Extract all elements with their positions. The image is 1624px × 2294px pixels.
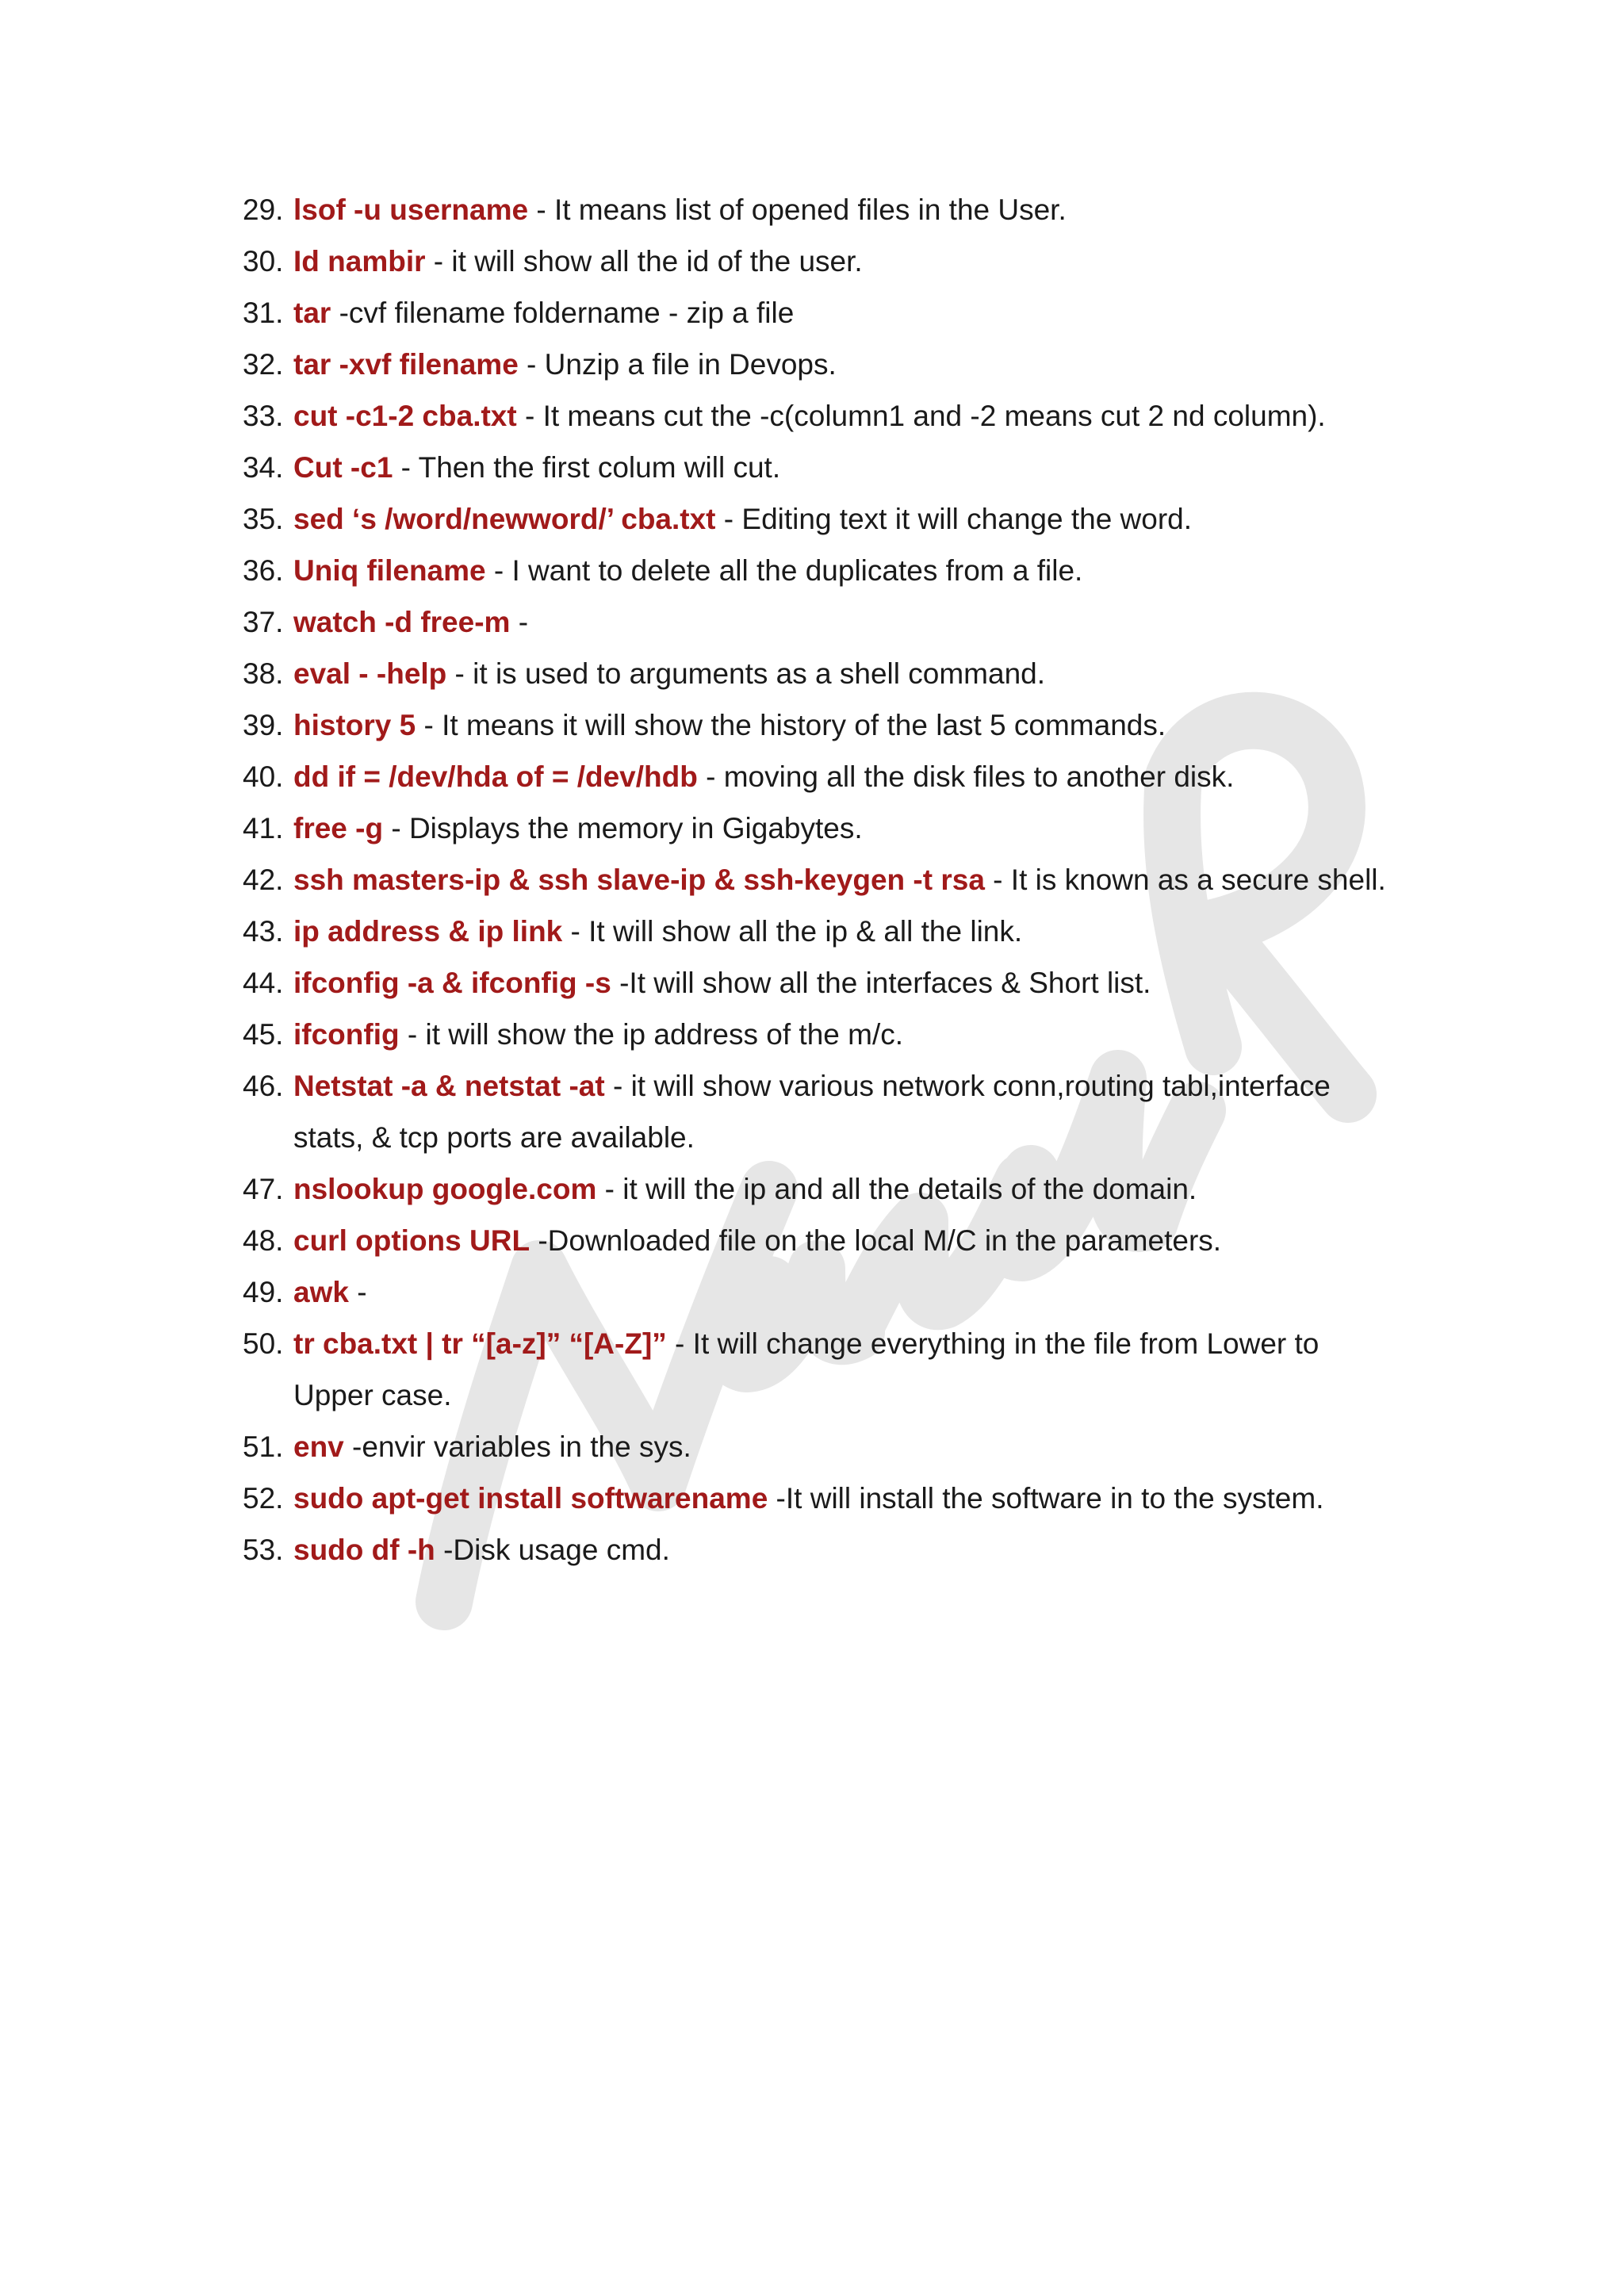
list-item	[0, 442, 1624, 493]
command-description: - It means it will show the history of the last 5 commands.	[416, 709, 1166, 741]
command-description: - Editing text it will change the word.	[715, 503, 1193, 535]
list-item	[0, 1266, 1624, 1318]
command-text: env	[293, 1430, 344, 1463]
item-number: 33.	[243, 400, 284, 432]
command-description: - Then the first colum will cut.	[393, 451, 781, 484]
command-text: eval - -help	[293, 657, 447, 690]
item-number: 34.	[243, 451, 284, 484]
command-description: - It is known as a secure shell.	[984, 864, 1386, 896]
command-text: Cut -c1	[293, 451, 393, 484]
list-item	[0, 1215, 1624, 1266]
command-text: ssh masters-ip & ssh slave-ip & ssh-keygen -t rsa	[293, 864, 985, 896]
item-number: 39.	[243, 709, 284, 741]
item-number: 41.	[243, 812, 284, 844]
command-text: sudo df -h	[293, 1534, 435, 1566]
command-text: lsof -u username	[293, 193, 529, 226]
command-description: - I want to delete all the duplicates from a file.	[485, 554, 1083, 587]
list-item	[0, 184, 1624, 236]
command-text: tar	[293, 297, 331, 329]
command-description: -Disk usage cmd.	[435, 1534, 670, 1566]
command-description: -envir variables in the sys.	[343, 1430, 691, 1463]
list-item	[0, 1060, 1624, 1163]
command-text: dd if = /dev/hda of = /dev/hdb	[293, 760, 698, 793]
item-number: 37.	[243, 606, 284, 638]
command-text: tar -xvf filename	[293, 348, 519, 381]
list-item	[0, 699, 1624, 751]
list-item	[0, 906, 1624, 957]
list-item	[0, 854, 1624, 906]
item-number: 43.	[243, 915, 284, 948]
item-number: 42.	[243, 864, 284, 896]
command-description: - it is used to arguments as a shell command.	[446, 657, 1046, 690]
command-text: ip address & ip link	[293, 915, 563, 948]
list-item	[0, 1473, 1624, 1524]
item-number: 35.	[243, 503, 284, 535]
command-description: - it will show all the id of the user.	[425, 245, 863, 278]
command-description: - It will change everything in the file from Lower to Upper case.	[293, 1327, 1320, 1411]
list-item	[0, 390, 1624, 442]
item-number: 50.	[243, 1327, 284, 1360]
command-text: watch -d free-m	[293, 606, 511, 638]
item-number: 45.	[243, 1018, 284, 1051]
list-item	[0, 1009, 1624, 1060]
command-text: nslookup google.com	[293, 1173, 597, 1205]
list-item	[0, 596, 1624, 648]
list-item	[0, 236, 1624, 287]
command-description: -Downloaded file on the local M/C in the parameters.	[530, 1224, 1222, 1257]
command-text: ifconfig -a & ifconfig -s	[293, 967, 611, 999]
item-number: 51.	[243, 1430, 284, 1463]
list-item	[0, 751, 1624, 802]
command-description: - It means list of opened files in the User.	[528, 193, 1067, 226]
list-item	[0, 493, 1624, 545]
command-text: Uniq filename	[293, 554, 486, 587]
list-item	[0, 1421, 1624, 1473]
list-item	[0, 287, 1624, 339]
item-number: 31.	[243, 297, 284, 329]
command-text: Netstat -a & netstat -at	[293, 1070, 605, 1102]
command-description: -It will install the software in to the system.	[768, 1482, 1324, 1515]
command-description: -cvf filename foldername - zip a file	[331, 297, 795, 329]
list-item	[0, 1318, 1624, 1421]
list-item	[0, 339, 1624, 390]
item-number: 30.	[243, 245, 284, 278]
list-item	[0, 1524, 1624, 1576]
item-number: 29.	[243, 193, 284, 226]
command-description: -	[510, 606, 529, 638]
list-item	[0, 802, 1624, 854]
command-description: - it will show the ip address of the m/c.	[399, 1018, 904, 1051]
item-number: 46.	[243, 1070, 284, 1102]
command-description: - it will the ip and all the details of the domain.	[596, 1173, 1197, 1205]
command-list	[0, 184, 1624, 1576]
command-text: cut -c1-2 cba.txt	[293, 400, 517, 432]
command-description: - Unzip a file in Devops.	[518, 348, 837, 381]
item-number: 49.	[243, 1276, 284, 1308]
list-item	[0, 957, 1624, 1009]
command-description: -It will show all the interfaces & Short list.	[611, 967, 1151, 999]
item-number: 40.	[243, 760, 284, 793]
list-item	[0, 545, 1624, 596]
command-description: -	[348, 1276, 367, 1308]
command-description: - It means cut the -c(column1 and -2 means cut 2 nd column).	[516, 400, 1326, 432]
list-item	[0, 1163, 1624, 1215]
document-page	[0, 184, 1624, 1576]
command-text: sed ‘s /word/newword/’ cba.txt	[293, 503, 716, 535]
command-description: - moving all the disk files to another disk.	[697, 760, 1235, 793]
item-number: 53.	[243, 1534, 284, 1566]
item-number: 48.	[243, 1224, 284, 1257]
command-text: Id nambir	[293, 245, 426, 278]
command-description: - it will show various network conn,routing tabl,interface stats, & tcp ports are available.	[293, 1070, 1331, 1154]
item-number: 32.	[243, 348, 284, 381]
command-description: - Displays the memory in Gigabytes.	[383, 812, 863, 844]
command-text: awk	[293, 1276, 349, 1308]
command-text: sudo apt-get install softwarename	[293, 1482, 768, 1515]
item-number: 52.	[243, 1482, 284, 1515]
command-text: ifconfig	[293, 1018, 400, 1051]
item-number: 36.	[243, 554, 284, 587]
item-number: 47.	[243, 1173, 284, 1205]
item-number: 38.	[243, 657, 284, 690]
command-description: - It will show all the ip & all the link.	[562, 915, 1023, 948]
list-item	[0, 648, 1624, 699]
command-text: curl options URL	[293, 1224, 530, 1257]
command-text: tr cba.txt | tr “[a-z]” “[A-Z]”	[293, 1327, 667, 1360]
command-text: free -g	[293, 812, 384, 844]
item-number: 44.	[243, 967, 284, 999]
command-text: history 5	[293, 709, 416, 741]
